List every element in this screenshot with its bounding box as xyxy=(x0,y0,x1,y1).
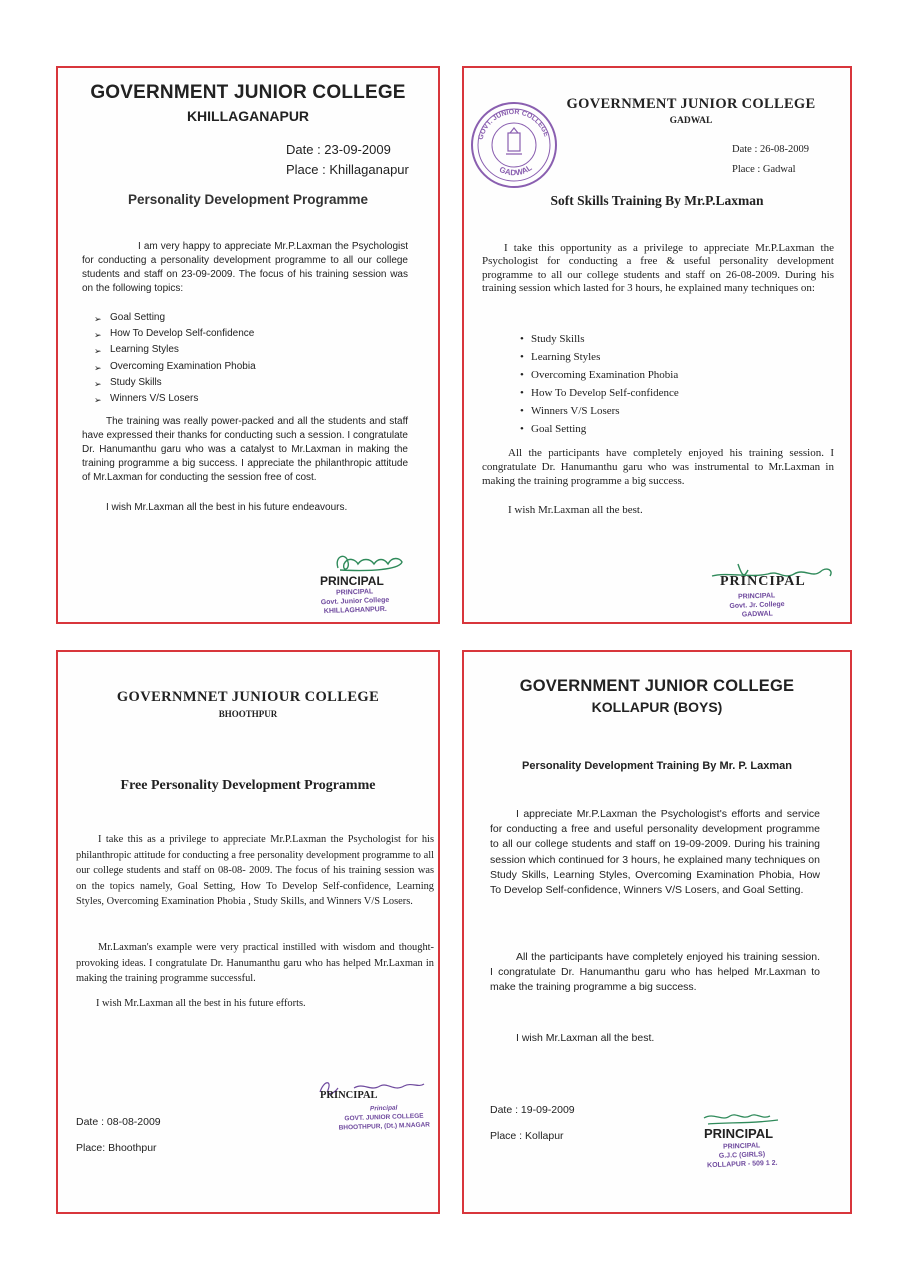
list-item: ➢ How To Develop Self-confidence xyxy=(110,326,256,342)
list-item: • Goal Setting xyxy=(531,420,679,438)
college-location: KHILLAGANAPUR xyxy=(186,108,310,124)
letter-title: Personality Development Programme xyxy=(127,192,369,207)
principal-label: PRINCIPAL xyxy=(320,574,384,588)
paragraph-body: The training was really power-packed and all the students and staff have expressed their thanks for conducting such a session. I congratulate Dr. Hanumanthu garu who was a catalyst to Mr.Laxman in making the training programme a big success. I appreciate the philanthropic attitude of Mr.Laxman for conducting the session free of cost. xyxy=(82,416,408,483)
svg-text:GADWAL: GADWAL xyxy=(497,163,534,178)
list-item: • Learning Styles xyxy=(531,348,679,366)
college-location: BHOOTHPUR xyxy=(218,709,278,719)
college-name: GOVERNMENT JUNIOR COLLEGE xyxy=(90,82,406,103)
topic-list xyxy=(110,310,256,407)
list-item: • How To Develop Self-confidence xyxy=(531,384,679,402)
list-item: ➢ Study Skills xyxy=(110,375,256,391)
letter-place: Place : Khillaganapur xyxy=(286,162,409,177)
signature-image xyxy=(698,1104,788,1128)
paragraph-intro: I take this as a privilege to appreciate Mr.P.Laxman the Psychologist for his philanthropic attitude for conducting a free personality development programme to all our college students and staff on 08-08- 2009. The focus of his training session was on the topics namely, Goal Setting, How To Develop Self-confidence, Learning Styles, Overcoming Examination Phobia , Study Skills, and Winners V/S Losers. xyxy=(76,834,434,907)
letter-kollapur xyxy=(462,650,852,1214)
letter-date: Date : 23-09-2009 xyxy=(286,142,391,157)
list-item: • Overcoming Examination Phobia xyxy=(531,366,679,384)
letter-title: Soft Skills Training By Mr.P.Laxman xyxy=(550,193,764,208)
college-stamp: PRINCIPAL G.J.C (GIRLS) KOLLAPUR - 509 1 2. xyxy=(706,1142,778,1170)
list-item: ➢ Overcoming Examination Phobia xyxy=(110,359,256,375)
paragraph-body: Mr.Laxman's example were very practical instilled with wisdom and thought-provoking ideas. I congratulate Dr. Hanumanthu garu who has helped Mr.Laxman in making the training programme successful. xyxy=(76,942,434,984)
letter-place: Place : Gadwal xyxy=(732,164,796,175)
college-stamp: PRINCIPAL Govt. Junior College KHILLAGHANPUR. xyxy=(320,588,390,616)
paragraph-closing: I wish Mr.Laxman all the best in his future efforts. xyxy=(96,998,306,1009)
letter-bhoothpur xyxy=(56,650,440,1214)
svg-text:GOVT. JUNIOR COLLEGE: GOVT. JUNIOR COLLEGE xyxy=(477,108,550,141)
letter-title: Personality Development Training By Mr. P. Laxman xyxy=(522,760,792,772)
letter-khillaganapur xyxy=(56,66,440,624)
list-item: ➢ Goal Setting xyxy=(110,310,256,326)
paragraph-intro: I appreciate Mr.P.Laxman the Psychologist's efforts and service for conducting a free and useful personality development programme to all our college students and staff on 19-09-2009. During his training session which continued for 3 hours, he explained many techniques on Study Skills, Learning Styles, Overcoming Examination Phobia, How To Develop Self-confidence, Winners V/S Losers, and Goal Setting. xyxy=(490,808,820,897)
paragraph-body: All the participants have completely enjoyed his training session. I congratulate Dr. Hanumanthu garu who has helped Mr.Laxman to make the training programme a big success. xyxy=(490,951,820,994)
paragraph-body: All the participants have completely enjoyed his training session. I congratulate Dr. Hanumanthu garu who was instrumental to Mr.Laxman in making the training programme a big success. xyxy=(482,447,834,487)
list-item: • Study Skills xyxy=(531,330,679,348)
letter-title: Free Personality Development Programme xyxy=(120,778,376,793)
letter-date: Date : 26-08-2009 xyxy=(732,144,809,155)
principal-label: PRINCIPAL xyxy=(320,1090,378,1101)
topic-list xyxy=(531,330,679,438)
college-name: GOVERNMENT JUNIOR COLLEGE xyxy=(519,677,795,695)
college-location: GADWAL xyxy=(669,116,713,126)
list-item: ➢ Learning Styles xyxy=(110,342,256,358)
college-stamp: Principal GOVT. JUNIOR COLLEGE BHOOTHPUR, (Dt.) M.NAGAR xyxy=(338,1104,431,1132)
college-name: GOVERNMENT JUNIOR COLLEGE xyxy=(566,96,816,112)
principal-label: PRINCIPAL xyxy=(720,574,806,589)
letter-place: Place : Kollapur xyxy=(490,1130,564,1142)
paragraph-closing: I wish Mr.Laxman all the best. xyxy=(508,504,643,516)
college-location: KOLLAPUR (BOYS) xyxy=(591,699,723,715)
list-item: • Winners V/S Losers xyxy=(531,402,679,420)
letter-place: Place: Bhoothpur xyxy=(76,1142,157,1154)
college-stamp: PRINCIPAL Govt. Jr. College GADWAL xyxy=(729,592,785,619)
college-name: GOVERNMNET JUNIOUR COLLEGE xyxy=(116,689,380,705)
paragraph-closing: I wish Mr.Laxman all the best in his future endeavours. xyxy=(106,502,348,513)
college-seal-icon xyxy=(468,100,560,190)
letter-gadwal xyxy=(462,66,852,624)
principal-label: PRINCIPAL xyxy=(704,1126,774,1141)
paragraph-intro: I take this opportunity as a privilege to appreciate Mr.P.Laxman the Psychologist for conducting a free & useful personality development programme to all our college students and staff on 26-08-2009. During his training session which lasted for 3 hours, he explained many techniques on: xyxy=(482,242,834,295)
paragraph-intro: I am very happy to appreciate Mr.P.Laxman the Psychologist for conducting a personality development programme to all our college students and staff on 23-09-2009. The focus of his training session was on the following topics: xyxy=(82,241,408,294)
paragraph-closing: I wish Mr.Laxman all the best. xyxy=(516,1032,655,1044)
list-item: ➢ Winners V/S Losers xyxy=(110,391,256,407)
letter-date: Date : 19-09-2009 xyxy=(490,1104,575,1116)
letter-date: Date : 08-08-2009 xyxy=(76,1116,161,1128)
